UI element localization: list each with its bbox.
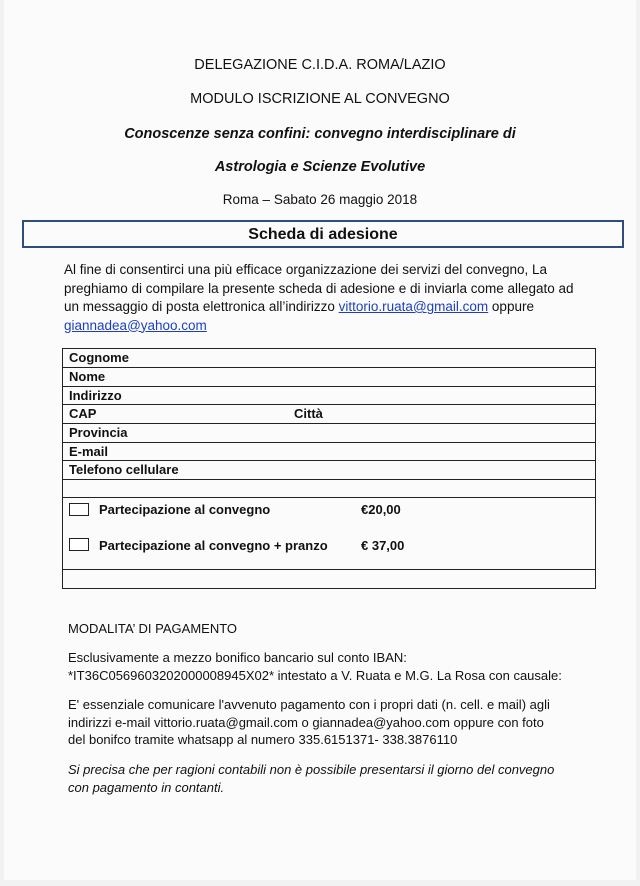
text-line: E' essenziale comunicare l'avvenuto pagamento con i propri dati (n. cell. e mail) agli bbox=[68, 697, 550, 712]
checkbox[interactable] bbox=[69, 538, 89, 551]
field-email[interactable] bbox=[63, 443, 595, 461]
field-nome[interactable] bbox=[63, 368, 595, 387]
intro-line bbox=[64, 317, 594, 336]
document-page bbox=[4, 0, 636, 880]
option-price: €20,00 bbox=[361, 502, 401, 517]
section-title: Scheda di adesione bbox=[22, 220, 624, 248]
option-convegno[interactable] bbox=[63, 500, 595, 520]
cash-notice-paragraph bbox=[68, 761, 608, 796]
text-line: indirizzi e-mail vittorio.ruata@gmail.com o giannadea@yahoo.com oppure con foto bbox=[68, 714, 544, 730]
checkbox[interactable] bbox=[69, 503, 89, 516]
intro-line bbox=[64, 298, 594, 317]
form-title: MODULO ISCRIZIONE AL CONVEGNO bbox=[190, 91, 450, 107]
email-link-giannadea[interactable]: giannadea@yahoo.com bbox=[64, 317, 207, 333]
text-line: Esclusivamente a mezzo bonifico bancario sul conto IBAN: bbox=[68, 650, 407, 665]
option-label: Partecipazione al convegno bbox=[99, 502, 271, 517]
intro-line: preghiamo di compilare la presente scheda di adesione e di inviarla come allegato ad bbox=[64, 280, 574, 296]
field-label-cap: CAP bbox=[69, 406, 97, 421]
field-provincia[interactable] bbox=[63, 424, 595, 443]
blank-row bbox=[63, 480, 595, 498]
field-cap-citta[interactable] bbox=[63, 405, 595, 424]
option-price: € 37,00 bbox=[361, 538, 405, 553]
text-line: *IT36C0569603202000008945X02* intestato a V. Ruata e M.G. La Rosa con causale: bbox=[68, 667, 562, 683]
field-label: Indirizzo bbox=[69, 388, 122, 403]
intro-line: Al fine di consentirci una più efficace organizzazione dei servizi del convegno, La bbox=[64, 262, 548, 277]
field-label: E-mail bbox=[69, 444, 109, 459]
divider bbox=[63, 569, 595, 570]
field-indirizzo[interactable] bbox=[63, 387, 595, 405]
conference-title-line-1: Conoscenze senza confini: convegno interdisciplinare di bbox=[124, 126, 516, 142]
text-line: Si precisa che per ragioni contabili non è possibile presentarsi il giorno del convegno bbox=[68, 762, 555, 777]
organization-heading: DELEGAZIONE C.I.D.A. ROMA/LAZIO bbox=[194, 57, 446, 73]
intro-text: un messaggio di posta elettronica all’indirizzo bbox=[64, 299, 339, 314]
field-telefono[interactable] bbox=[63, 461, 595, 480]
notice-paragraph bbox=[68, 696, 608, 749]
conference-title-line-2: Astrologia e Scienze Evolutive bbox=[214, 159, 426, 175]
payment-heading: MODALITA’ DI PAGAMENTO bbox=[68, 621, 238, 636]
conference-date: Roma – Sabato 26 maggio 2018 bbox=[222, 192, 418, 207]
field-label: Cognome bbox=[69, 350, 129, 365]
intro-text: oppure bbox=[488, 299, 534, 314]
field-label: Nome bbox=[69, 369, 106, 384]
iban-paragraph bbox=[68, 649, 608, 684]
field-label: Telefono cellulare bbox=[69, 462, 179, 477]
option-label: Partecipazione al convegno + pranzo bbox=[99, 538, 328, 553]
option-convegno-pranzo[interactable] bbox=[63, 536, 595, 556]
text-line: con pagamento in contanti. bbox=[68, 779, 225, 795]
registration-form-table bbox=[62, 348, 596, 589]
text-line: del bonifco tramite whatsapp al numero 335.6151371- 338.3876110 bbox=[68, 732, 458, 747]
field-label: Provincia bbox=[69, 425, 128, 440]
email-link-vittorio[interactable]: vittorio.ruata@gmail.com bbox=[338, 299, 489, 314]
field-label-citta: Città bbox=[294, 406, 323, 421]
field-cognome[interactable] bbox=[63, 349, 595, 368]
intro-paragraph bbox=[64, 261, 594, 335]
